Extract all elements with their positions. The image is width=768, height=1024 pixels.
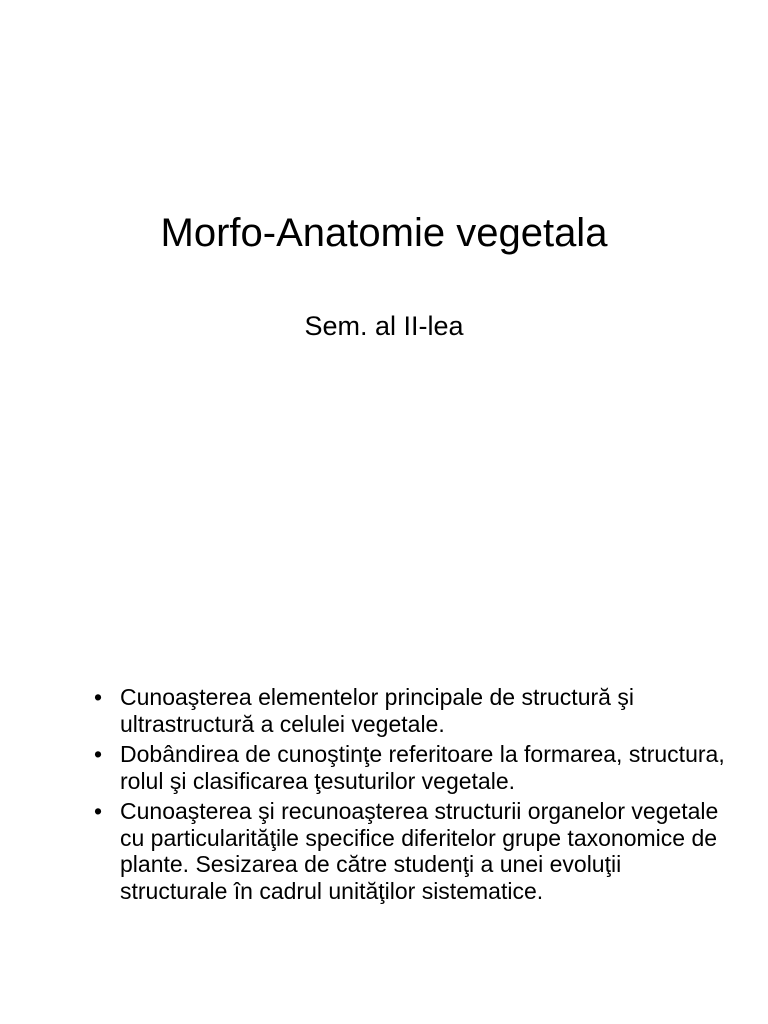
list-item	[94, 684, 734, 737]
slide-title: Morfo-Anatomie vegetala	[160, 211, 608, 255]
slide-subtitle: Sem. al II-lea	[304, 311, 464, 341]
objectives-list	[94, 684, 734, 908]
list-item	[94, 798, 734, 904]
bullet-icon: •	[94, 684, 103, 710]
bullet-icon: •	[94, 741, 103, 767]
bullet-icon: •	[94, 798, 103, 824]
list-item-text: Dobândirea de cunoştinţe referitoare la formarea, structura, rolul şi clasificarea ţesuturilor vegetale.	[120, 741, 725, 794]
list-item-text: Cunoaşterea elementelor principale de structură şi ultrastructură a celulei vegetale.	[120, 684, 634, 737]
list-item-text: Cunoaşterea şi recunoaşterea structurii organelor vegetale cu particularităţile specifice diferitelor grupe taxonomice de plante. Sesizarea de către studenţi a unei evoluţii structurale în cadrul unităţilor sistematice.	[120, 798, 719, 904]
list-item	[94, 741, 734, 794]
